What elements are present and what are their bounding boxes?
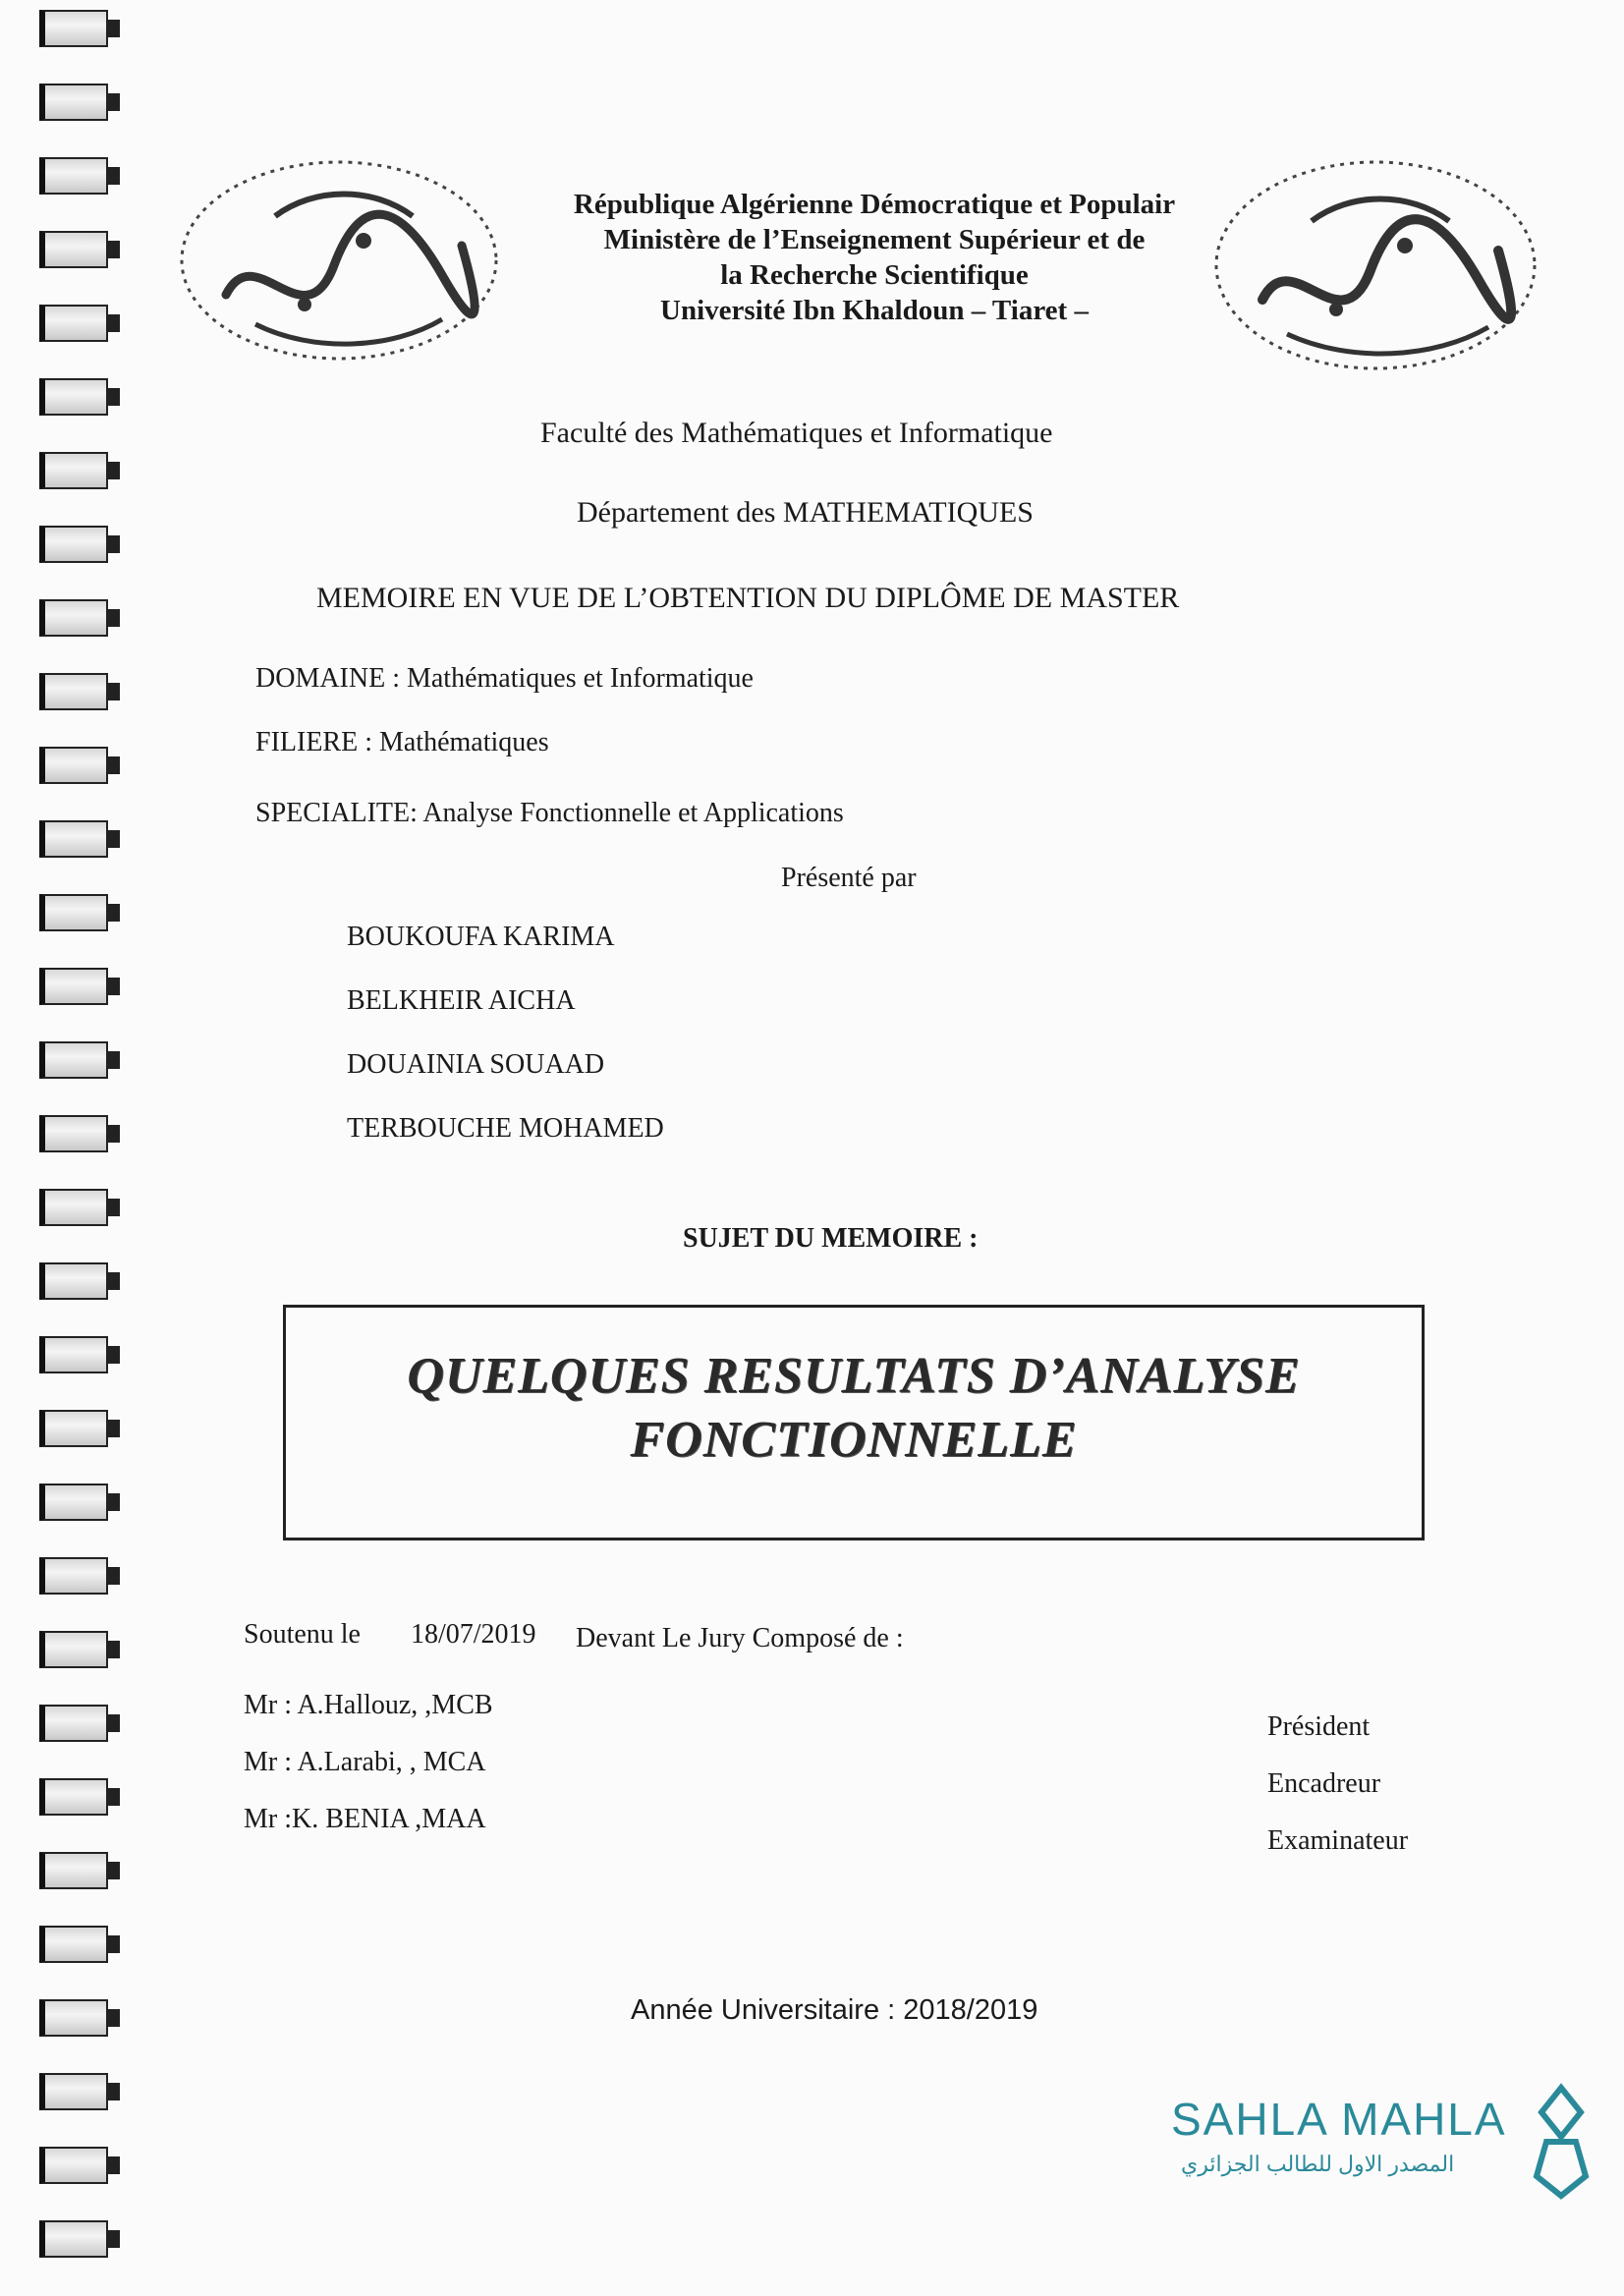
sahla-mahla-watermark <box>1171 2083 1603 2201</box>
defense-date: 18/07/2019 <box>411 1619 536 1650</box>
author-4: TERBOUCHE MOHAMED <box>347 1113 664 1144</box>
header-research: la Recherche Scientifique <box>720 259 1029 291</box>
binding-ring <box>39 305 108 342</box>
binding-ring <box>39 1189 108 1226</box>
watermark-brand: SAHLA MAHLA <box>1171 2094 1507 2145</box>
binding-ring <box>39 2147 108 2184</box>
memoire-title: MEMOIRE EN VUE DE L’OBTENTION DU DIPLÔME DE MASTER <box>316 582 1180 614</box>
binding-ring <box>39 1631 108 1668</box>
jury-role-3: Examinateur <box>1267 1825 1409 1856</box>
university-seal-left <box>167 147 511 373</box>
binding-ring <box>39 1336 108 1373</box>
author-3: DOUAINIA SOUAAD <box>347 1049 605 1080</box>
header-ministry: Ministère de l’Enseignement Supérieur et de <box>603 224 1146 255</box>
filiere-line: FILIERE : Mathématiques <box>255 727 549 757</box>
subject-box <box>283 1305 1425 1540</box>
defense-soutenu: Soutenu le <box>244 1619 361 1650</box>
binding-ring <box>39 1041 108 1079</box>
binding-ring <box>39 747 108 784</box>
binding-ring <box>39 157 108 195</box>
binding-ring <box>39 526 108 563</box>
author-1: BOUKOUFA KARIMA <box>347 922 615 952</box>
domaine-line: DOMAINE : Mathématiques et Informatique <box>255 663 754 694</box>
department-name: Département des MATHEMATIQUES <box>577 496 1034 529</box>
binding-ring <box>39 1484 108 1521</box>
binding-spine <box>39 0 113 2296</box>
academic-year: Année Universitaire : 2018/2019 <box>631 1994 1038 2026</box>
defense-jury: Devant Le Jury Composé de : <box>576 1623 904 1653</box>
jury-member-3: Mr :K. BENIA ,MAA <box>244 1804 486 1834</box>
subject-line-1: QUELQUES RESULTATS D’ANALYSE <box>407 1348 1301 1404</box>
binding-ring <box>39 2073 108 2110</box>
header-university: Université Ibn Khaldoun – Tiaret – <box>660 295 1089 326</box>
jury-member-2: Mr : A.Larabi, , MCA <box>244 1747 486 1777</box>
faculty-name: Faculté des Mathématiques et Informatique <box>540 417 1053 449</box>
binding-ring <box>39 1926 108 1963</box>
subject-label: SUJET DU MEMOIRE : <box>683 1223 979 1254</box>
binding-ring <box>39 1115 108 1152</box>
watermark-tagline: المصدر الاول للطالب الجزائري <box>1181 2152 1455 2176</box>
jury-member-1: Mr : A.Hallouz, ,MCB <box>244 1690 493 1720</box>
binding-ring <box>39 2220 108 2258</box>
jury-role-2: Encadreur <box>1267 1768 1381 1799</box>
binding-ring <box>39 84 108 121</box>
university-seal-right <box>1204 152 1547 378</box>
author-2: BELKHEIR AICHA <box>347 985 576 1016</box>
subject-line-2: FONCTIONNELLE <box>630 1412 1078 1468</box>
binding-ring <box>39 1410 108 1447</box>
binding-ring <box>39 378 108 416</box>
binding-ring <box>39 1852 108 1889</box>
binding-ring <box>39 1557 108 1595</box>
header-republic: République Algérienne Démocratique et Populair <box>573 189 1176 220</box>
binding-ring <box>39 599 108 637</box>
watermark-logo-icon <box>1527 2083 1596 2201</box>
binding-ring <box>39 894 108 931</box>
binding-ring <box>39 820 108 858</box>
institution-header <box>531 187 1218 328</box>
presented-by: Présenté par <box>781 863 917 893</box>
binding-ring <box>39 1999 108 2037</box>
specialite-line: SPECIALITE: Analyse Fonctionnelle et Applications <box>255 798 844 828</box>
binding-ring <box>39 10 108 47</box>
binding-ring <box>39 1705 108 1742</box>
binding-ring <box>39 1778 108 1816</box>
binding-ring <box>39 968 108 1005</box>
binding-ring <box>39 452 108 489</box>
binding-ring <box>39 231 108 268</box>
binding-ring <box>39 673 108 710</box>
jury-role-1: Président <box>1267 1711 1371 1742</box>
binding-ring <box>39 1262 108 1300</box>
